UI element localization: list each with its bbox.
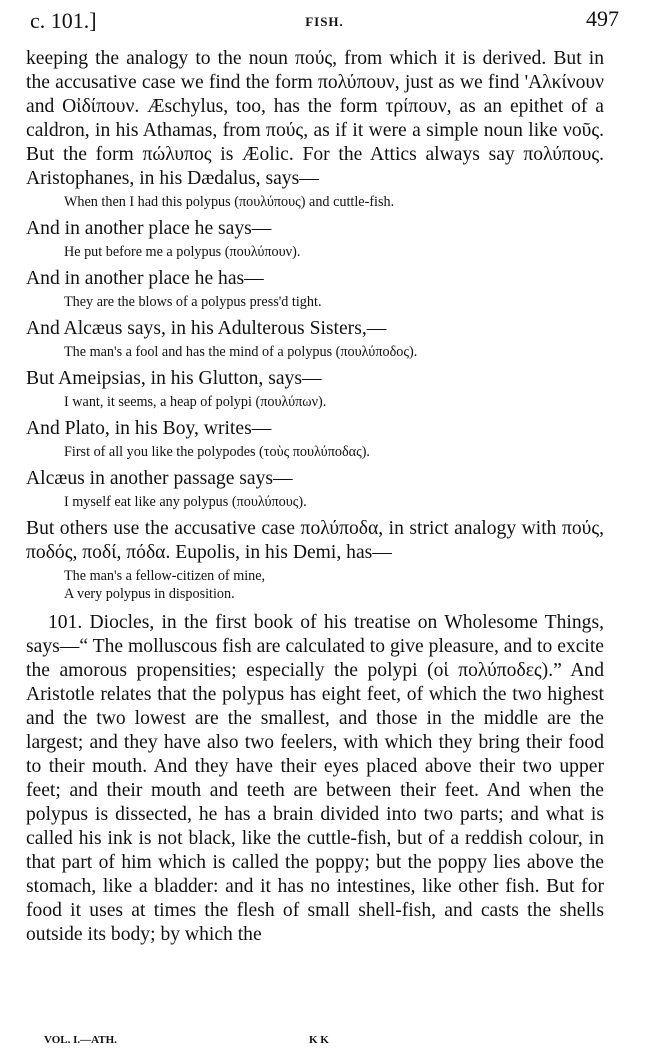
verse-quote: He put before me a polypus (πουλύπουν). [64, 244, 301, 260]
running-header [30, 6, 619, 36]
paragraph: And Plato, in his Boy, writes— [26, 418, 272, 439]
verse-quote: When then I had this polypus (πουλύπους) and cuttle-fish. [64, 194, 395, 210]
paragraph: 101. Diocles, in the first book of his treatise on Wholesome Things, says—“ The molluscous fish are calculated to give pleasure, and to excite the amorous propensities; especially the polypi (οἱ πολύποδες).” And Aristotle relates that the polypus has eight feet, of which the two highest and the two lowest are the smallest, and those in the middle are the largest; and they have also two feelers, with which they bring their food to their mouth. And they have their eyes placed above their two upper feet; and their mouth and teeth are between their feet. And when the polypus is dissected, he has a brain divided into two parts; and what is called his ink is not black, like the cuttle-fish, but of a reddish colour, in that part of him which is called the poppy; but the poppy lies above the stomach, like a bladder: and it has no intestines, like other fish. But for food it uses at times the flesh of small shell-fish, and casts the shells outside its body; by which the [26, 612, 604, 945]
paragraph: Alcæus in another passage says— [26, 468, 293, 489]
page-number: 497 [586, 6, 619, 31]
verse-quote: I myself eat like any polypus (πουλύπους). [64, 494, 307, 510]
paragraph: But Ameipsias, in his Glutton, says— [26, 368, 322, 389]
page-footer [44, 1034, 625, 1048]
running-title: FISH. [305, 14, 344, 29]
paragraph: And in another place he says— [26, 218, 272, 239]
paragraph: But others use the accusative case πολύποδα, in strict analogy with πούς, ποδός, ποδί, πόδα. Eupolis, in his Demi, has— [26, 518, 604, 563]
verse-quote [64, 567, 604, 603]
paragraph: keeping the analogy to the noun πούς, from which it is derived. But in the accusative case we find the form πολύπουν, just as we find 'Αλκίνουν and Οἰδίπουν. Æschylus, too, has the form τρίπουν, as an epithet of a caldron, in his Athamas, from πούς, as if it were a simple noun like νοῦς. But the form πώλυπος is Æolic. For the Attics always say πολύπους. Aristophanes, in his Dædalus, says— [26, 48, 604, 189]
paragraph: And in another place he has— [26, 268, 264, 289]
verse-quote: The man's a fool and has the mind of a polypus (πουλύποδος). [64, 344, 418, 360]
chapter-reference: c. 101.] [30, 8, 97, 33]
volume-mark: VOL. I.—ATH. [44, 1034, 117, 1046]
paragraph: And Alcæus says, in his Adulterous Sisters,— [26, 318, 387, 339]
verse-line: The man's a fellow-citizen of mine, [64, 568, 266, 584]
verse-quote: I want, it seems, a heap of polypi (πουλύπων). [64, 394, 327, 410]
verse-quote: First of all you like the polypodes (τοὺς πουλύποδας). [64, 444, 370, 460]
page-body [26, 47, 604, 947]
verse-quote: They are the blows of a polypus press'd tight. [64, 294, 322, 310]
verse-line: A very polypus in disposition. [64, 586, 235, 602]
signature-mark: K K [309, 1034, 329, 1046]
